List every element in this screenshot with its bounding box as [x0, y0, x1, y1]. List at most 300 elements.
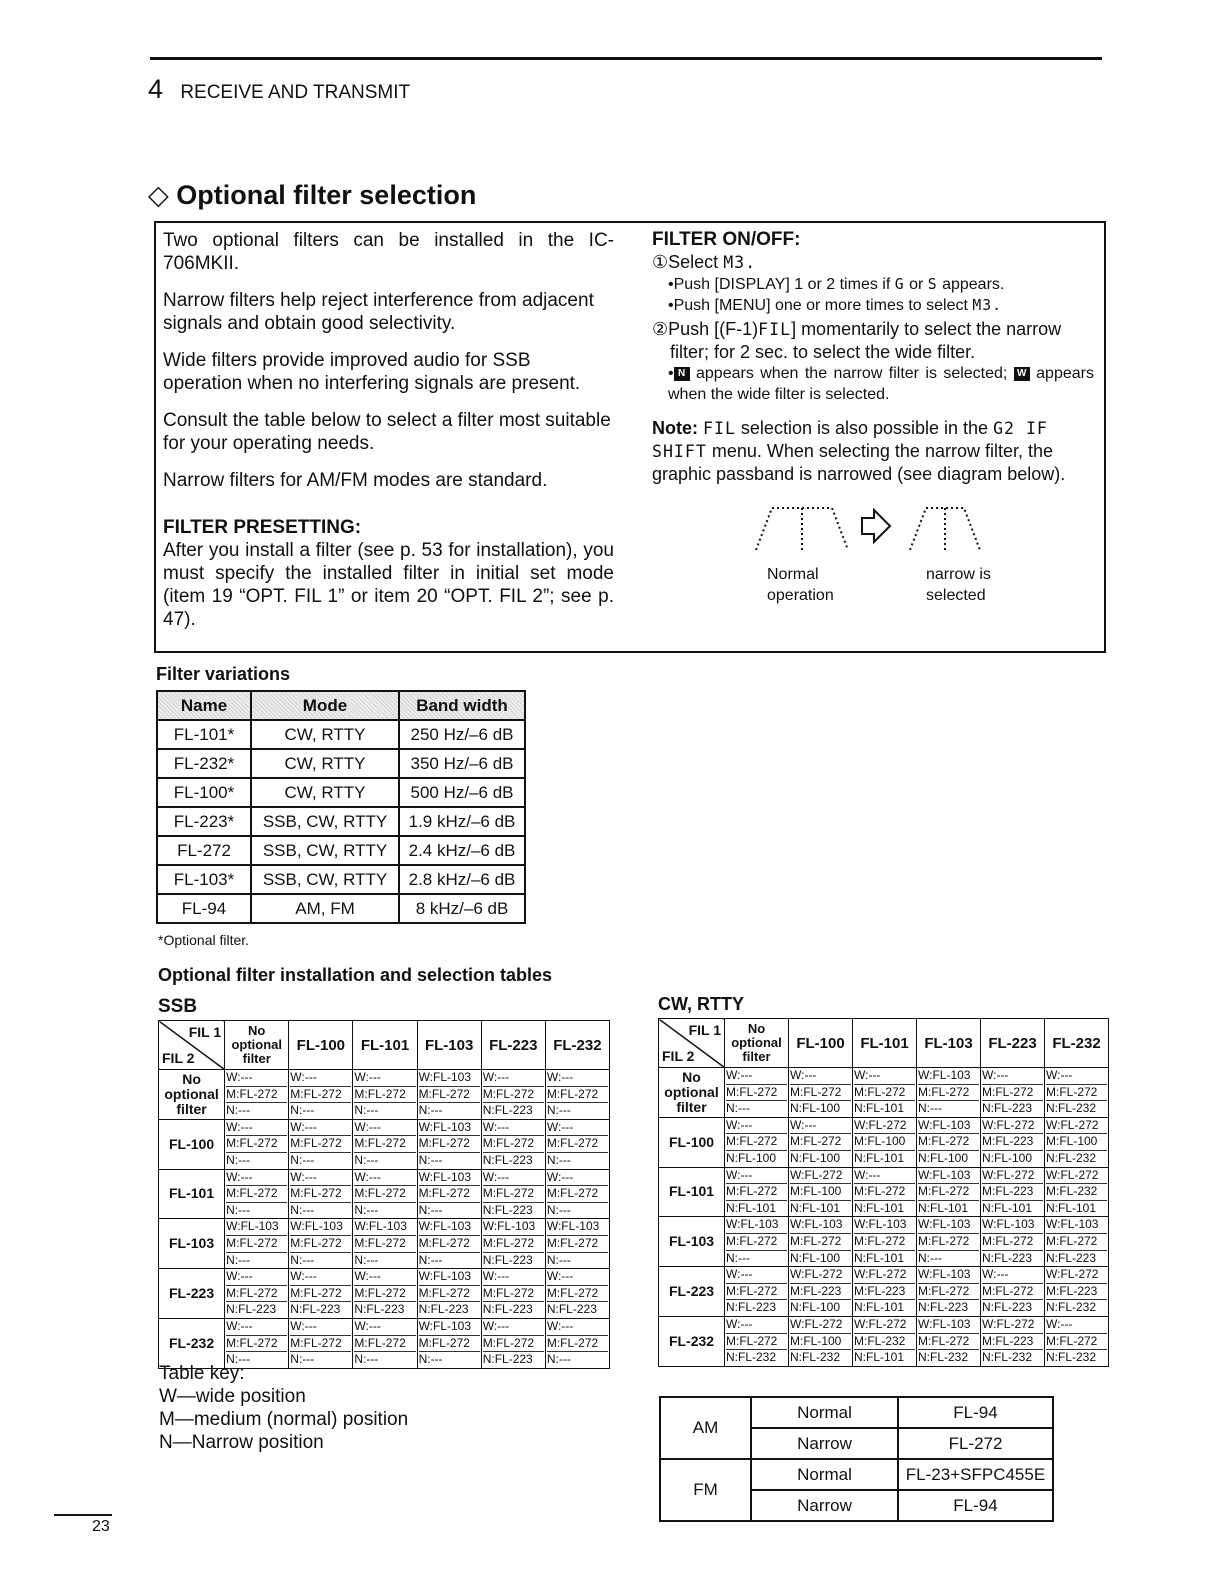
filter-position-line: M:FL-272 — [726, 1234, 787, 1251]
filter-position-line: M:FL-272 — [226, 1186, 287, 1203]
cw-cell — [725, 1167, 789, 1217]
filter-position-line: W:FL-272 — [790, 1168, 851, 1185]
ssb-cell — [545, 1169, 609, 1219]
filter-position-line: M:FL-272 — [290, 1186, 351, 1203]
wide-paragraph: Wide filters provide improved audio for SSB operation when no interfering signals are present. — [163, 350, 581, 394]
filter-position-line: M:FL-272 — [354, 1286, 415, 1303]
amfm-paragraph: Narrow filters for AM/FM modes are standard. — [163, 470, 548, 491]
filter-position-line: W:--- — [547, 1070, 608, 1087]
step-2-bullet: • N appears when the narrow filter is selected; W appears when the wide filter is selected. — [668, 365, 1094, 403]
am-narrow-value: FL-272 — [898, 1428, 1053, 1459]
ssb-cell — [289, 1318, 353, 1368]
step-1-lcd: M3. — [723, 253, 757, 272]
filter-position-line: N:FL-232 — [918, 1350, 969, 1365]
filter-position-line: N:FL-100 — [790, 1250, 841, 1265]
cw-title: CW, RTTY — [658, 994, 744, 1014]
table-key-medium: M—medium (normal) position — [159, 1409, 409, 1430]
filter-position-line: W:--- — [354, 1269, 415, 1286]
filter-position-line: M:FL-272 — [982, 1284, 1043, 1301]
filter-position-line: M:FL-272 — [547, 1136, 608, 1153]
ssb-cell — [545, 1269, 609, 1319]
step-1-number: ① — [652, 252, 669, 272]
filter-position-line: M:FL-272 — [790, 1085, 851, 1102]
filter-position-line: N:--- — [290, 1352, 315, 1367]
cw-col-header: FL-223 — [981, 1019, 1045, 1068]
ssb-cell — [289, 1119, 353, 1169]
filter-position-line: N:--- — [418, 1152, 443, 1167]
chapter-title: RECEIVE AND TRANSMIT — [180, 82, 411, 103]
filter-position-line: N:--- — [290, 1152, 315, 1167]
narrow-indicator-icon: N — [674, 367, 690, 381]
filter-position-line: M:FL-223 — [982, 1134, 1043, 1151]
filter-position-line: M:FL-272 — [918, 1334, 979, 1351]
filter-position-line: N:--- — [918, 1250, 942, 1265]
ssb-cell — [545, 1070, 609, 1120]
cw-cell — [789, 1068, 853, 1118]
cw-cell — [1045, 1167, 1109, 1217]
cw-cell — [981, 1068, 1045, 1118]
filter-position-line: N:FL-100 — [790, 1300, 841, 1315]
filter-position-line: M:FL-100 — [854, 1134, 915, 1151]
filter-position-line: M:FL-272 — [547, 1336, 608, 1353]
filter-position-line: W:FL-103 — [226, 1219, 287, 1236]
filter-position-line: N:--- — [226, 1103, 251, 1118]
step-2-bullet-a: appears when the narrow filter is selected; — [696, 365, 1008, 382]
filter-position-line: M:FL-272 — [1046, 1334, 1107, 1351]
filter-position-line: W:--- — [290, 1070, 351, 1087]
onoff-heading: FILTER ON/OFF: — [652, 229, 801, 250]
filter-position-line: N:FL-223 — [1046, 1250, 1097, 1265]
filter-position-line: N:--- — [290, 1103, 315, 1118]
filter-position-line: N:FL-232 — [726, 1350, 777, 1365]
filter-position-line: W:--- — [854, 1168, 915, 1185]
ssb-row — [159, 1219, 610, 1269]
filter-position-line: N:--- — [354, 1252, 379, 1267]
install-title: Optional filter installation and selection tables — [158, 965, 553, 985]
filter-position-line: N:--- — [418, 1202, 443, 1217]
filter-position-line: N:FL-223 — [482, 1202, 533, 1217]
variations-cell: 500 Hz/–6 dB — [399, 778, 525, 807]
cw-row — [659, 1217, 1109, 1267]
filter-position-line: M:FL-272 — [918, 1284, 979, 1301]
cw-cell — [917, 1117, 981, 1167]
filter-position-line: N:FL-232 — [1046, 1300, 1097, 1315]
ssb-cell — [289, 1070, 353, 1120]
ssb-cell — [481, 1269, 545, 1319]
filter-position-line: N:FL-101 — [854, 1300, 905, 1315]
filter-position-line: W:FL-272 — [790, 1317, 851, 1334]
filter-position-line: W:FL-103 — [419, 1120, 480, 1137]
variations-cell: 8 kHz/–6 dB — [399, 894, 525, 923]
filter-position-line: M:FL-272 — [982, 1085, 1043, 1102]
filter-position-line: N:FL-101 — [918, 1200, 969, 1215]
filter-position-line: M:FL-272 — [419, 1336, 480, 1353]
filter-position-line: W:FL-103 — [982, 1217, 1043, 1234]
filter-position-line: W:--- — [354, 1120, 415, 1137]
filter-position-line: M:FL-272 — [1046, 1234, 1107, 1251]
filter-position-line: W:--- — [290, 1269, 351, 1286]
filter-position-line: M:FL-223 — [1046, 1284, 1107, 1301]
filter-position-line: N:FL-100 — [982, 1150, 1033, 1165]
filter-position-line: M:FL-232 — [1046, 1184, 1107, 1201]
step-2-bullet-b: appears when the wide filter is selected. — [668, 365, 1094, 403]
variations-cell: 2.8 kHz/–6 dB — [399, 865, 525, 894]
step-2-number: ② — [652, 319, 669, 339]
variations-cell: FL-101* — [157, 720, 251, 749]
filter-position-line: W:FL-103 — [419, 1319, 480, 1336]
cw-cell — [725, 1316, 789, 1366]
filter-position-line: M:FL-272 — [483, 1186, 544, 1203]
step-1 — [652, 251, 1094, 274]
filter-position-line: N:FL-100 — [918, 1150, 969, 1165]
table-key — [159, 1362, 408, 1454]
variations-cell: FL-94 — [157, 894, 251, 923]
ssb-row-header: FL-101 — [159, 1169, 225, 1219]
ssb-table — [158, 1020, 610, 1369]
filter-position-line: W:FL-272 — [854, 1118, 915, 1135]
ssb-cell — [417, 1169, 481, 1219]
filter-position-line: N:--- — [546, 1103, 571, 1118]
filter-position-line: W:--- — [290, 1319, 351, 1336]
cw-cell — [917, 1267, 981, 1317]
ssb-cell — [417, 1219, 481, 1269]
filter-position-line: M:FL-272 — [854, 1085, 915, 1102]
note — [652, 417, 1094, 486]
filter-position-line: M:FL-272 — [290, 1087, 351, 1104]
filter-position-line: M:FL-223 — [982, 1184, 1043, 1201]
filter-position-line: N:--- — [546, 1252, 571, 1267]
variations-header-name: Name — [157, 691, 251, 720]
filter-position-line: W:FL-103 — [1046, 1217, 1107, 1234]
filter-position-line: N:--- — [918, 1101, 942, 1116]
filter-position-line: W:--- — [290, 1170, 351, 1187]
filter-position-line: N:FL-232 — [982, 1350, 1033, 1365]
filter-position-line: N:FL-101 — [854, 1250, 905, 1265]
ssb-row-header: FL-100 — [159, 1119, 225, 1169]
ssb-cell — [225, 1119, 289, 1169]
variations-header-bandwidth: Band width — [399, 691, 525, 720]
variations-cell: 250 Hz/–6 dB — [399, 720, 525, 749]
filter-position-line: M:FL-272 — [290, 1136, 351, 1153]
ssb-cell — [225, 1169, 289, 1219]
narrow-paragraph: Narrow filters help reject interference from adjacent signals and obtain good selectivity. — [163, 290, 594, 334]
filter-position-line: W:--- — [726, 1118, 787, 1135]
section-title-text: Optional filter selection — [176, 180, 477, 210]
variations-cell: SSB, CW, RTTY — [251, 865, 399, 894]
note-lcd-menu: G2 IF SHIFT — [652, 419, 1048, 461]
cw-cell — [853, 1267, 917, 1317]
ssb-cell — [225, 1269, 289, 1319]
filter-position-line: N:--- — [726, 1250, 750, 1265]
step-1-bullet-1-or: or — [909, 276, 924, 293]
step-1-bullet-2 — [652, 295, 1094, 316]
cw-cell — [725, 1068, 789, 1118]
cw-cell — [917, 1068, 981, 1118]
cw-cell — [853, 1316, 917, 1366]
filter-position-line: W:FL-272 — [982, 1168, 1043, 1185]
arrow-right-icon — [862, 510, 890, 542]
filter-position-line: N:FL-101 — [1046, 1200, 1097, 1215]
filter-position-line: M:FL-272 — [226, 1136, 287, 1153]
filter-position-line: N:FL-223 — [982, 1300, 1033, 1315]
ssb-col-header: FL-100 — [289, 1021, 353, 1070]
filter-position-line: W:FL-272 — [790, 1267, 851, 1284]
cw-cell — [1045, 1217, 1109, 1267]
variations-cell: FL-232* — [157, 749, 251, 778]
fm-normal-value: FL-23+SFPC455E — [898, 1459, 1053, 1490]
filter-position-line: W:--- — [483, 1170, 544, 1187]
corner-fil1-label: FIL 1 — [688, 1022, 721, 1038]
filter-position-line: N:FL-100 — [790, 1101, 841, 1116]
ssb-cell — [225, 1219, 289, 1269]
ssb-cell — [353, 1070, 417, 1120]
filter-position-line: N:--- — [226, 1252, 251, 1267]
right-info-box — [642, 221, 1106, 653]
diagram-right-label — [926, 564, 991, 606]
cw-table — [658, 1018, 1109, 1367]
presetting-heading: FILTER PRESETTING: — [163, 517, 362, 538]
cw-row-header: FL-103 — [659, 1217, 725, 1267]
cw-row — [659, 1068, 1109, 1118]
cw-row-header: FL-101 — [659, 1167, 725, 1217]
filter-position-line: M:FL-272 — [354, 1136, 415, 1153]
ssb-header-row — [159, 1021, 610, 1070]
variations-row — [157, 894, 525, 923]
lcd-s: S — [927, 276, 938, 293]
ssb-cell — [353, 1119, 417, 1169]
step-1-bullet-1-end: appears. — [942, 276, 1005, 293]
filter-position-line: N:FL-232 — [1046, 1150, 1097, 1165]
filter-position-line: M:FL-100 — [790, 1184, 851, 1201]
cw-cell — [725, 1267, 789, 1317]
am-normal-value: FL-94 — [898, 1397, 1053, 1428]
cw-cell — [917, 1167, 981, 1217]
lcd-g: G — [894, 276, 905, 293]
filter-position-line: W:--- — [354, 1319, 415, 1336]
filter-position-line: M:FL-272 — [726, 1184, 787, 1201]
ssb-cell — [481, 1169, 545, 1219]
cw-cell — [789, 1217, 853, 1267]
filter-position-line: W:--- — [483, 1120, 544, 1137]
filter-position-line: W:--- — [483, 1070, 544, 1087]
filter-position-line: M:FL-272 — [354, 1186, 415, 1203]
diagram-left-label — [767, 564, 834, 606]
variations-cell: CW, RTTY — [251, 749, 399, 778]
filter-position-line: W:FL-103 — [354, 1219, 415, 1236]
filter-position-line: W:--- — [982, 1267, 1043, 1284]
ssb-cell — [289, 1269, 353, 1319]
filter-position-line: W:FL-272 — [1046, 1267, 1107, 1284]
corner-fil2-label: FIL 2 — [162, 1050, 195, 1066]
variations-row — [157, 720, 525, 749]
filter-position-line: M:FL-272 — [226, 1336, 287, 1353]
filter-position-line: N:--- — [354, 1202, 379, 1217]
filter-position-line: N:FL-232 — [1046, 1101, 1097, 1116]
filter-position-line: W:--- — [354, 1170, 415, 1187]
variations-cell: 2.4 kHz/–6 dB — [399, 836, 525, 865]
filter-position-line: M:FL-272 — [790, 1134, 851, 1151]
filter-position-line: W:FL-103 — [918, 1317, 979, 1334]
filter-position-line: M:FL-272 — [483, 1087, 544, 1104]
filter-position-line: N:--- — [546, 1352, 571, 1367]
note-text-a: selection is also possible in the — [740, 418, 989, 438]
fm-narrow-label: Narrow — [751, 1490, 898, 1521]
filter-position-line: W:FL-103 — [547, 1219, 608, 1236]
filter-position-line: M:FL-272 — [354, 1336, 415, 1353]
filter-position-line: M:FL-272 — [290, 1286, 351, 1303]
filter-position-line: W:--- — [226, 1269, 287, 1286]
corner-fil1-label: FIL 1 — [188, 1024, 222, 1040]
ssb-cell — [225, 1070, 289, 1120]
wide-indicator-icon: W — [1014, 367, 1030, 381]
variations-title: Filter variations — [156, 664, 291, 684]
filter-position-line: M:FL-232 — [854, 1334, 915, 1351]
filter-position-line: M:FL-223 — [790, 1284, 851, 1301]
corner-fil2-label: FIL 2 — [662, 1048, 695, 1064]
cw-cell — [917, 1217, 981, 1267]
filter-position-line: N:FL-101 — [854, 1101, 905, 1116]
diamond-icon: ◇ — [148, 180, 169, 210]
filter-position-line: W:FL-272 — [1046, 1168, 1107, 1185]
step-1-bullet-2-text: •Push [MENU] one or more times to select — [668, 297, 968, 314]
filter-position-line: N:--- — [226, 1202, 251, 1217]
filter-position-line: M:FL-272 — [483, 1136, 544, 1153]
filter-position-line: M:FL-272 — [419, 1236, 480, 1253]
am-normal-label: Normal — [751, 1397, 898, 1428]
table-key-narrow: N—Narrow position — [159, 1432, 324, 1453]
fm-normal-label: Normal — [751, 1459, 898, 1490]
cw-row-header: FL-100 — [659, 1117, 725, 1167]
variations-cell: AM, FM — [251, 894, 399, 923]
ssb-cell — [545, 1119, 609, 1169]
cw-cell — [853, 1068, 917, 1118]
ssb-row — [159, 1169, 610, 1219]
cw-row — [659, 1167, 1109, 1217]
filter-position-line: M:FL-272 — [483, 1286, 544, 1303]
ssb-row-header: FL-223 — [159, 1269, 225, 1319]
filter-position-line: W:FL-103 — [483, 1219, 544, 1236]
filter-position-line: N:FL-101 — [854, 1150, 905, 1165]
cw-cell — [853, 1117, 917, 1167]
filter-position-line: W:FL-103 — [918, 1168, 979, 1185]
filter-position-line: N:FL-223 — [982, 1250, 1033, 1265]
passband-normal-icon — [756, 508, 848, 550]
ssb-cell — [289, 1219, 353, 1269]
filter-position-line: N:FL-223 — [354, 1302, 405, 1317]
filter-position-line: M:FL-272 — [419, 1186, 480, 1203]
filter-position-line: W:--- — [982, 1068, 1043, 1085]
ssb-cell — [353, 1169, 417, 1219]
variations-cell: 1.9 kHz/–6 dB — [399, 807, 525, 836]
cw-cell — [725, 1117, 789, 1167]
ssb-cell — [545, 1219, 609, 1269]
intro-paragraph: Two optional filters can be installed in the IC-706MKII. — [163, 230, 614, 274]
filter-position-line: M:FL-272 — [547, 1286, 608, 1303]
filter-position-line: M:FL-272 — [918, 1184, 979, 1201]
cw-cell — [917, 1316, 981, 1366]
cw-cell — [853, 1167, 917, 1217]
filter-position-line: W:--- — [1046, 1068, 1107, 1085]
cw-row-header: FL-232 — [659, 1316, 725, 1366]
ssb-col-header: FL-103 — [417, 1021, 481, 1070]
cw-cell — [981, 1217, 1045, 1267]
filter-position-line: M:FL-272 — [354, 1236, 415, 1253]
filter-position-line: M:FL-272 — [226, 1286, 287, 1303]
filter-position-line: N:FL-223 — [918, 1300, 969, 1315]
filter-position-line: W:--- — [1046, 1317, 1107, 1334]
filter-position-line: N:FL-101 — [854, 1350, 905, 1365]
ssb-cell — [417, 1070, 481, 1120]
cw-col-header: FL-100 — [789, 1019, 853, 1068]
filter-position-line: W:--- — [547, 1269, 608, 1286]
page-number: 23 — [92, 1518, 110, 1535]
filter-position-line: W:FL-272 — [854, 1267, 915, 1284]
fm-narrow-value: FL-94 — [898, 1490, 1053, 1521]
filter-position-line: W:--- — [483, 1319, 544, 1336]
variations-cell: 350 Hz/–6 dB — [399, 749, 525, 778]
cw-col-header: No optional filter — [725, 1019, 789, 1068]
step-1-bullet-1 — [652, 274, 1094, 295]
cw-col-header: FL-232 — [1045, 1019, 1109, 1068]
ssb-cell — [353, 1219, 417, 1269]
cw-cell — [725, 1217, 789, 1267]
section-title — [148, 180, 476, 211]
filter-position-line: N:--- — [418, 1252, 443, 1267]
left-info-box — [154, 221, 642, 653]
filter-position-line: N:FL-223 — [226, 1302, 277, 1317]
filter-position-line: W:FL-103 — [419, 1269, 480, 1286]
passband-diagram — [742, 498, 1002, 558]
filter-position-line: M:FL-100 — [790, 1334, 851, 1351]
lcd-m3: M3. — [972, 297, 1002, 314]
diagram-right-label-2: selected — [926, 587, 986, 604]
variations-table — [156, 690, 526, 924]
variations-row — [157, 807, 525, 836]
cw-cell — [1045, 1316, 1109, 1366]
cw-cell — [981, 1316, 1045, 1366]
chapter-header — [148, 74, 410, 105]
filter-position-line: M:FL-223 — [854, 1284, 915, 1301]
filter-position-line: N:FL-101 — [726, 1200, 777, 1215]
ssb-cell — [417, 1269, 481, 1319]
filter-position-line: N:FL-223 — [982, 1101, 1033, 1116]
variations-cell: FL-272 — [157, 836, 251, 865]
cw-cell — [1045, 1267, 1109, 1317]
filter-position-line: N:FL-223 — [726, 1300, 777, 1315]
filter-position-line: M:FL-272 — [419, 1286, 480, 1303]
filter-position-line: M:FL-272 — [854, 1184, 915, 1201]
filter-position-line: W:--- — [726, 1068, 787, 1085]
ssb-cell — [545, 1318, 609, 1368]
cw-row-header: FL-223 — [659, 1267, 725, 1317]
filter-position-line: W:--- — [226, 1319, 287, 1336]
cw-col-header: FL-103 — [917, 1019, 981, 1068]
note-lcd-fil: FIL — [703, 419, 736, 438]
filter-position-line: W:FL-272 — [982, 1118, 1043, 1135]
cw-cell — [981, 1117, 1045, 1167]
filter-position-line: M:FL-272 — [547, 1186, 608, 1203]
ssb-cell — [481, 1119, 545, 1169]
filter-position-line: W:FL-103 — [419, 1170, 480, 1187]
filter-position-line: W:FL-103 — [290, 1219, 351, 1236]
variations-cell: FL-223* — [157, 807, 251, 836]
filter-position-line: M:FL-272 — [790, 1234, 851, 1251]
ssb-row — [159, 1269, 610, 1319]
filter-position-line: W:--- — [226, 1170, 287, 1187]
step-2-text-b: ] momentarily to select the narrow filter; for 2 sec. to select the wide filter. — [670, 319, 1062, 362]
filter-position-line: N:FL-101 — [790, 1200, 841, 1215]
ssb-cell — [481, 1070, 545, 1120]
